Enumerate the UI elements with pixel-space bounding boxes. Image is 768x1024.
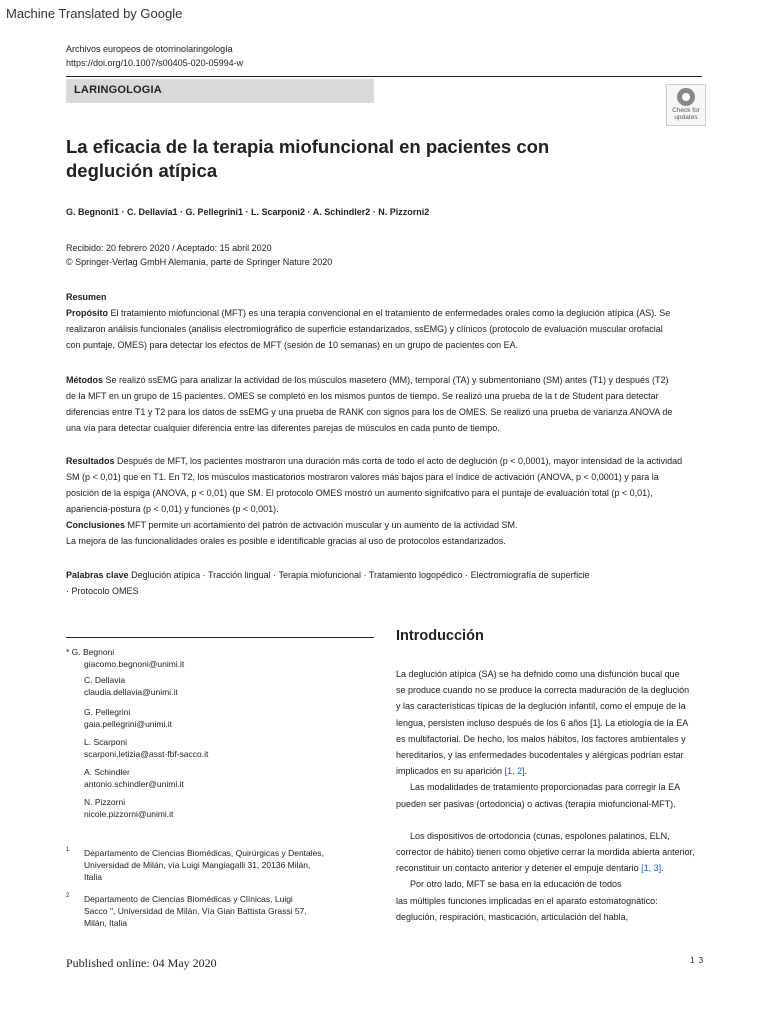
contact-name: G. Pellegrini [84,707,131,717]
affiliation-line: Sacco ", Universidad de Milán, Vía Gian Battista Grassi 57, [84,906,307,916]
affiliation-number: 2 [66,893,70,899]
affiliation-line: Italia [84,872,102,882]
publication-dates [66,242,332,269]
conclusions-label: Conclusiones [66,520,126,530]
intro-line: Los dispositivos de ortodoncia (cunas, espolones palatinos, ELN, [410,830,670,841]
methods-text-1: Se realizó ssEMG para analizar la actividad de los músculos masetero (MM), temporal (TA) y submentoniano (SM) antes (T1) y después (T2) [103,375,669,385]
intro-line: hereditarios, y las enfermedades bucodentales y alérgicas podrían estar [396,750,684,761]
conclusions-text-1: MFT permite un acortamiento del patrón de activación muscular y un aumento de la actividad SM. [125,520,518,530]
methods-label: Métodos [66,375,103,385]
intro-line: deglución, respiración, masticación, articulación del habla, [396,911,629,922]
abstract-methods [66,372,716,436]
check-for-updates-badge[interactable] [666,84,706,126]
journal-name: Archivos europeos de otorrinolaringología [66,44,233,54]
abstract-keywords [66,567,716,599]
intro-line: y las características típicas de la deglución infantil, como el empuje de la [396,701,686,712]
contact-email[interactable]: gaia.pellegrini@unimi.it [84,719,173,729]
intro-paragraph-4 [396,876,710,892]
intro-line: implicados en su aparición [396,766,505,777]
contact-email[interactable]: giacomo.begnoni@unimi.it [84,659,185,669]
received-accepted: Recibido: 20 febrero 2020 / Aceptado: 15 abril 2020 [66,243,272,253]
introduction-body [396,666,710,925]
author-list: G. Begnoni1 · C. Dellavia1 · G. Pellegrini1 · L. Scarponi2 · A. Schindler2 · N. Pizzorni2 [66,207,430,217]
intro-line: las múltiples funciones implicadas en el aparato estomatognático: [396,895,658,906]
conclusions-text-2: La mejora de las funcionalidades orales es posible e identificable gracias al uso de protocolos estandarizados. [66,536,506,546]
intro-paragraph-3 [396,828,710,844]
intro-paragraph-3-cont [396,844,710,876]
contact-email[interactable]: scarponi.letizia@asst-fbf-sacco.it [84,749,209,759]
header-rule [66,76,702,77]
contact-name: L. Scarponi [84,737,127,747]
keywords-label: Palabras clave [66,570,129,580]
contact-email[interactable]: antonio.schindler@unimi.it [84,779,184,789]
purpose-text-3: con puntaje, OMES) para detectar los efectos de MFT (sesión de 10 semanas) en un grupo de pacientes con EA. [66,340,519,350]
intro-paragraph-2 [396,779,710,795]
results-text-2: SM (p < 0,01) que en T1. En T2, los músculos masticatorios mostraron valores más bajos para el índice de activación (ANOVA, p < 0,0001) y para la [66,472,659,482]
published-online: Published online: 04 May 2020 [66,956,217,970]
check-updates-line2: updates [674,114,698,121]
results-text-4: apariencia-postura (p < 0,01) y funciones (p < 0,001). [66,504,279,514]
page-mark: 1 3 [690,956,705,965]
methods-text-2: de la MFT en un grupo de 15 pacientes. OMES se completó en los mismos puntos de tiempo. Se realizó una prueba de la t de Student para detectar [66,391,659,401]
intro-line: . [524,766,528,777]
intro-line: Por otro lado, MFT se basa en la educación de todos [410,879,622,890]
machine-translated-label: Machine Translated by Google [6,6,183,21]
intro-line: . [661,863,664,874]
contact-email[interactable]: claudia.dellavia@unimi.it [84,687,178,697]
purpose-text-1: El tratamiento miofuncional (MFT) es una terapia convencional en el tratamiento de enfermedades orales como la deglución atípica (AS). Se [108,308,671,318]
affiliation-line: Universidad de Milán, vía Luigi Mangiagalli 31, 20136 Milán, [84,860,311,870]
affiliation-line: Departamento de Ciencias Biomédicas y Clínicas, Luigi [84,894,293,904]
affiliation-2 [66,893,366,929]
intro-line: es multifactorial. De hecho, los malos hábitos, los factores ambientales y [396,733,686,744]
section-banner [66,79,374,103]
abstract-results [66,453,716,549]
affiliation-number: 1 [66,847,70,853]
copyright-line: © Springer-Verlag GmbH Alemania, parte de Springer Nature 2020 [66,256,333,267]
results-text-1: Después de MFT, los pacientes mostraron una duración más corta de todo el acto de deglución (p < 0,0001), mayor intensidad de la actividad [114,456,683,466]
affiliation-line: Departamento de Ciencias Biomédicas, Quirúrgicas y Dentales, [84,848,325,858]
contact-name: C. Dellavia [84,675,126,685]
author-contacts [66,646,208,820]
intro-line: lengua, persisten incluso después de los 6 años [1]. La etiología de la EA [396,717,689,728]
journal-header [66,43,243,70]
journal-doi[interactable]: https://doi.org/10.1007/s00405-020-05994-w [66,57,244,68]
contact-name: N. Pizzorni [84,797,126,807]
intro-paragraph-1 [396,666,710,779]
intro-line: se produce cuando no se produce la correcta maduración de la deglución [396,685,690,696]
check-updates-line1: Check for [672,107,700,114]
contact-name: A. Schindler [84,767,130,777]
intro-line: corrector de hábito) tienen como objetivo cerrar la mordida abierta anterior, [396,847,695,858]
intro-paragraph-2-cont [396,796,710,812]
purpose-text-2: realizaron análisis funcionales (análisis electromiográfico de superficie estandarizados, ssEMG) y clínicos (protocolo de evaluación muscular orofacial [66,324,663,334]
check-updates-icon [677,88,695,106]
results-text-3: posición de la espiga (ANOVA, p < 0,01) que SM. El protocolo OMES mostró un aumento signifcativo para el puntaje de evaluación total (p < 0,01), [66,488,653,498]
abstract-heading: Resumen [66,292,107,302]
purpose-label: Propósito [66,308,108,318]
intro-line: La deglución atípica (SA) se ha defnido como una disfunción bucal que [396,669,680,679]
methods-text-3: diferencias entre T1 y T2 para los datos de ssEMG y una prueba de RANK con signos para los de OMES. Se realizó una prueba de varianza ANOVA de [66,407,673,417]
methods-text-4: una vía para detectar cualquier diferencia entre las diferentes parejas de músculos en cada punto de tiempo. [66,423,500,433]
affiliation-line: Milán, Italia [84,918,127,928]
abstract-purpose [66,305,716,353]
affiliation-1 [66,847,366,883]
citation-link[interactable]: [1, 2] [504,766,525,777]
section-banner-label: LARINGOLOGIA [74,84,162,96]
introduction-heading: Introducción [396,628,484,644]
footnote-rule [66,637,374,638]
contact-email[interactable]: nicole.pizzorni@unimi.it [84,809,174,819]
keywords-text-2: · Protocolo OMES [66,586,139,596]
intro-paragraph-4-cont [396,893,710,925]
paper-title: La eficacia de la terapia miofuncional en pacientes con deglución atípica [66,136,550,181]
intro-line: reconstituir un contacto anterior y detener el empuje dentario [396,863,642,874]
results-label: Resultados [66,456,115,466]
intro-line: Las modalidades de tratamiento proporcionadas para corregir la EA [410,782,681,793]
citation-link[interactable]: [1, 3] [641,863,662,874]
contact-name: * G. Begnoni [66,647,115,657]
intro-line: pueden ser pasivas (ortodoncia) o activas (terapia miofuncional-MFT). [396,798,676,809]
keywords-text-1: Deglución atípica · Tracción lingual · Terapia miofuncional · Tratamiento logopédico · Electromiografía de superficie [128,570,590,580]
